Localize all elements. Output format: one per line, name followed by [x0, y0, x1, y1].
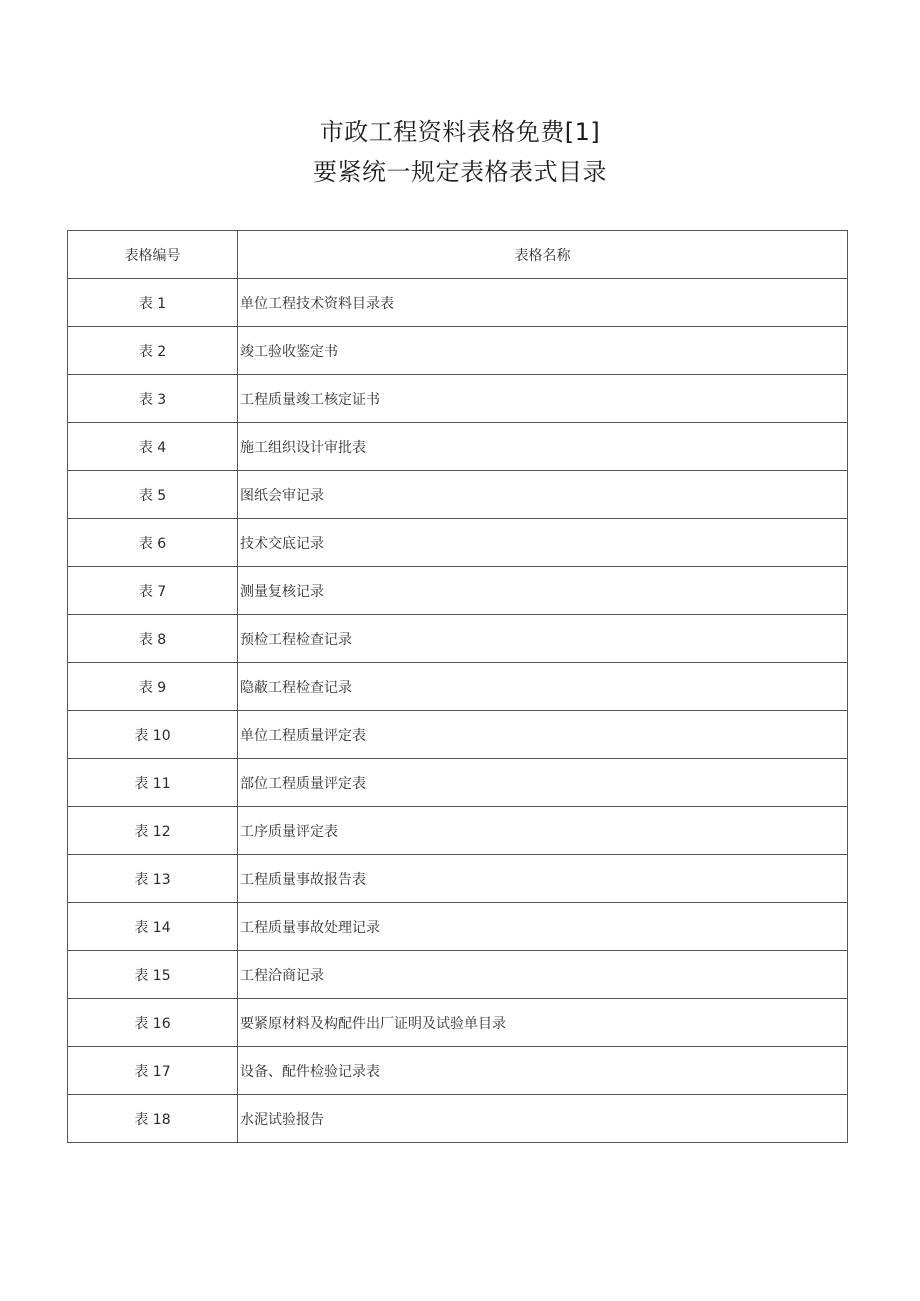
form-number-cell: 表 18	[68, 1095, 238, 1143]
table-row	[68, 759, 848, 807]
form-number-cell: 表 13	[68, 855, 238, 903]
form-name-cell: 施工组织设计审批表	[238, 423, 848, 471]
table-row	[68, 1095, 848, 1143]
form-number-cell: 表 8	[68, 615, 238, 663]
form-number-cell: 表 6	[68, 519, 238, 567]
table-row	[68, 567, 848, 615]
table-row	[68, 375, 848, 423]
form-name-cell: 技术交底记录	[238, 519, 848, 567]
form-number-cell: 表 17	[68, 1047, 238, 1095]
form-name-cell: 竣工验收鉴定书	[238, 327, 848, 375]
form-name-cell: 图纸会审记录	[238, 471, 848, 519]
table-row	[68, 807, 848, 855]
form-name-cell: 隐蔽工程检查记录	[238, 663, 848, 711]
form-number-cell: 表 3	[68, 375, 238, 423]
header-form-number: 表格编号	[68, 231, 238, 279]
form-number-cell: 表 14	[68, 903, 238, 951]
form-number-cell: 表 1	[68, 279, 238, 327]
form-name-cell: 水泥试验报告	[238, 1095, 848, 1143]
form-name-cell: 工程质量事故报告表	[238, 855, 848, 903]
table-row	[68, 951, 848, 999]
table-header-row	[68, 231, 848, 279]
form-number-cell: 表 10	[68, 711, 238, 759]
table-row	[68, 279, 848, 327]
table-row	[68, 711, 848, 759]
document-title	[0, 112, 920, 192]
header-form-name: 表格名称	[238, 231, 848, 279]
form-name-cell: 工程洽商记录	[238, 951, 848, 999]
table-row	[68, 903, 848, 951]
form-name-cell: 部位工程质量评定表	[238, 759, 848, 807]
table-row	[68, 471, 848, 519]
table-body	[68, 279, 848, 1143]
form-name-cell: 单位工程技术资料目录表	[238, 279, 848, 327]
form-index-table	[67, 230, 848, 1143]
table-row	[68, 1047, 848, 1095]
form-name-cell: 单位工程质量评定表	[238, 711, 848, 759]
title-line-1: 市政工程资料表格免费[1]	[319, 118, 601, 146]
form-name-cell: 工序质量评定表	[238, 807, 848, 855]
table-row	[68, 519, 848, 567]
form-number-cell: 表 2	[68, 327, 238, 375]
form-number-cell: 表 11	[68, 759, 238, 807]
form-number-cell: 表 4	[68, 423, 238, 471]
form-name-cell: 测量复核记录	[238, 567, 848, 615]
form-number-cell: 表 15	[68, 951, 238, 999]
form-name-cell: 预检工程检查记录	[238, 615, 848, 663]
form-number-cell: 表 12	[68, 807, 238, 855]
table-row	[68, 327, 848, 375]
table-row	[68, 663, 848, 711]
table-row	[68, 999, 848, 1047]
form-number-cell: 表 7	[68, 567, 238, 615]
table-row	[68, 423, 848, 471]
form-name-cell: 工程质量事故处理记录	[238, 903, 848, 951]
table-row	[68, 615, 848, 663]
form-name-cell: 工程质量竣工核定证书	[238, 375, 848, 423]
form-number-cell: 表 5	[68, 471, 238, 519]
form-name-cell: 设备、配件检验记录表	[238, 1047, 848, 1095]
table-row	[68, 855, 848, 903]
form-number-cell: 表 9	[68, 663, 238, 711]
form-number-cell: 表 16	[68, 999, 238, 1047]
title-line-2: 要紧统一规定表格表式目录	[313, 158, 607, 186]
form-name-cell: 要紧原材料及构配件出厂证明及试验单目录	[238, 999, 848, 1047]
